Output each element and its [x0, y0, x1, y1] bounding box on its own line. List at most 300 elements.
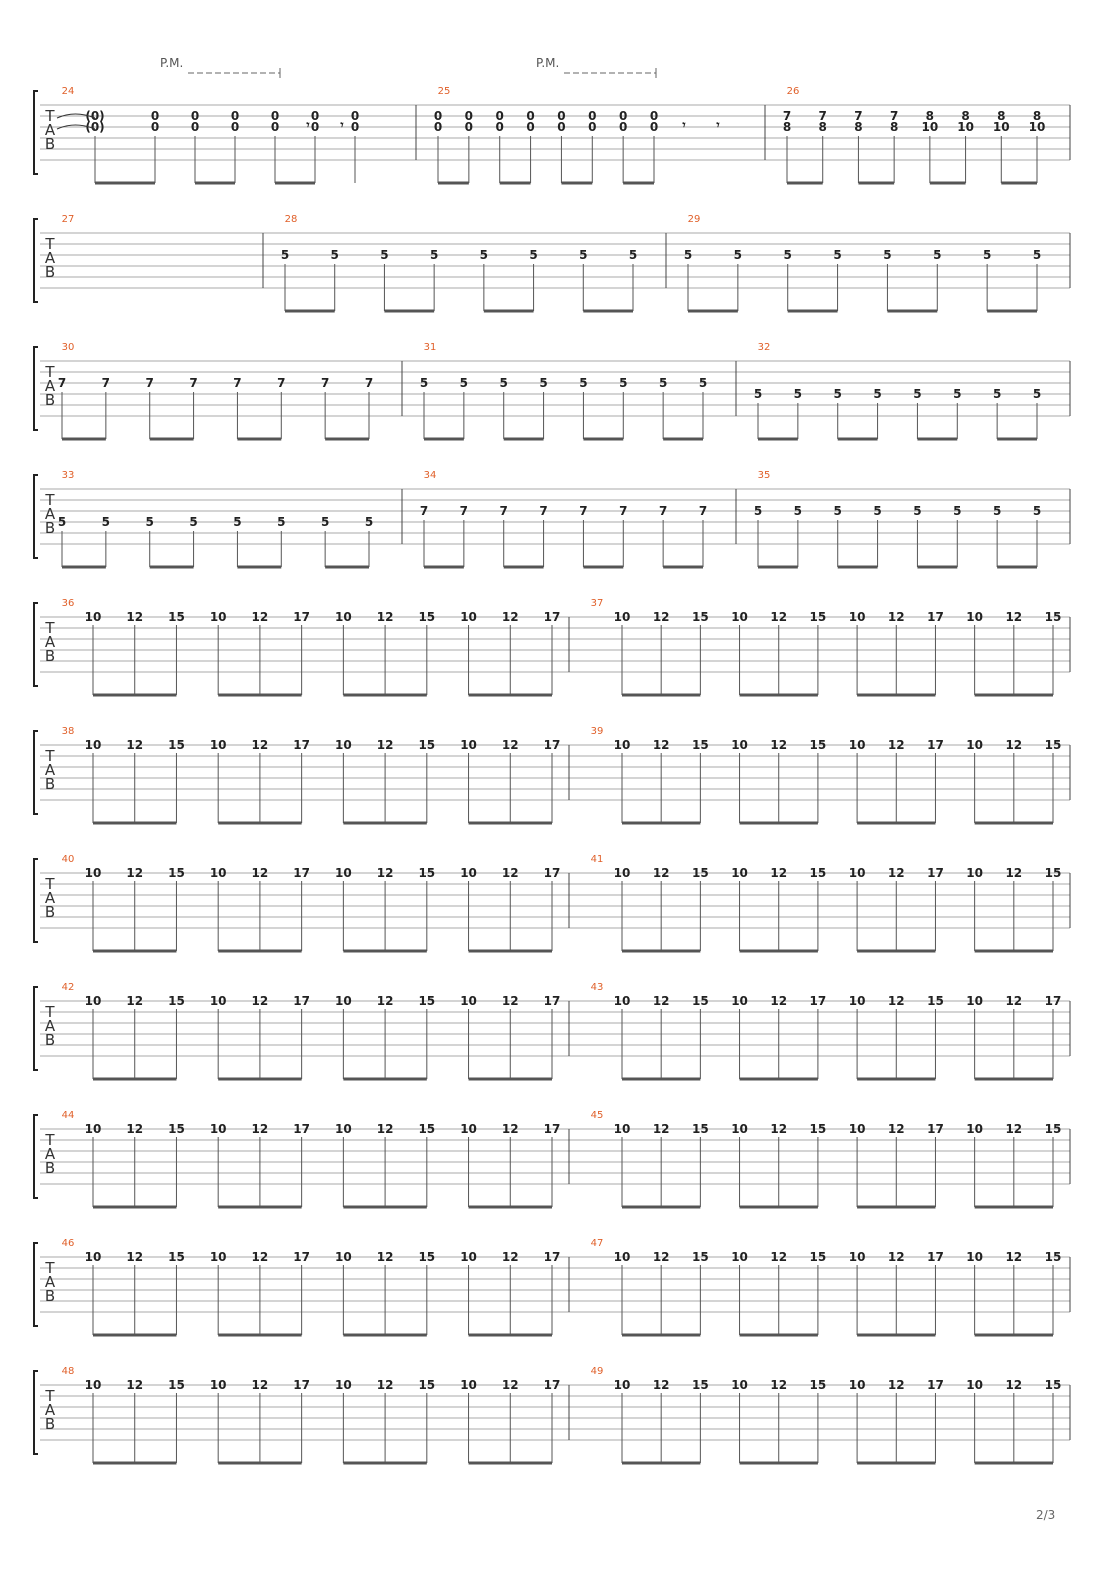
- fret-number: 10: [848, 1250, 866, 1264]
- fret-number: 10: [966, 738, 983, 752]
- fret-number: 17: [927, 1378, 944, 1392]
- fret-number: 15: [418, 1378, 436, 1392]
- measure-number: 44: [61, 1110, 75, 1121]
- fret-number: 10: [460, 866, 477, 880]
- fret-number: 5: [753, 387, 763, 401]
- fret-number: 10: [460, 1378, 477, 1392]
- fret-number: 7: [854, 109, 863, 123]
- fret-number: 0: [190, 120, 200, 134]
- tab-clef-letter: A: [44, 761, 56, 779]
- fret-number: 17: [927, 738, 944, 752]
- tab-clef-letter: B: [44, 903, 56, 921]
- fret-number: 5: [619, 376, 628, 390]
- measure-number: 45: [590, 1110, 604, 1121]
- measure-number: 40: [61, 854, 75, 865]
- fret-number: 12: [887, 1250, 905, 1264]
- fret-number: 5: [1032, 387, 1042, 401]
- fret-number: 8: [961, 109, 970, 123]
- fret-number: 10: [460, 610, 477, 624]
- fret-number: 7: [189, 376, 198, 390]
- fret-number: 10: [613, 994, 631, 1008]
- fret-number: 15: [809, 1378, 827, 1392]
- fret-number: 17: [293, 738, 310, 752]
- fret-number: 15: [1044, 738, 1062, 752]
- fret-number: 0: [433, 120, 443, 134]
- fret-number: 7: [658, 504, 668, 518]
- fret-number: 15: [1044, 610, 1062, 624]
- fret-number: 12: [1005, 1122, 1023, 1136]
- fret-number: 17: [543, 1378, 561, 1392]
- fret-number: 15: [168, 866, 185, 880]
- fret-number: 10: [335, 610, 352, 624]
- fret-number: 0: [230, 120, 240, 134]
- system-bracket: [34, 603, 38, 686]
- fret-number: 5: [499, 376, 508, 390]
- measure-number: 49: [590, 1366, 604, 1377]
- eighth-rest: 𝄾: [716, 118, 720, 132]
- fret-number: 10: [209, 738, 227, 752]
- system-bracket: [34, 1371, 38, 1454]
- tab-clef-letter: B: [44, 519, 56, 537]
- fret-number: 7: [619, 504, 628, 518]
- fret-number: 10: [613, 610, 631, 624]
- fret-number: 0: [230, 109, 240, 123]
- fret-number: 12: [501, 866, 519, 880]
- fret-number: 15: [1044, 1378, 1062, 1392]
- fret-number: 0: [350, 120, 360, 134]
- fret-number: 7: [889, 109, 899, 123]
- fret-number: 12: [126, 1378, 144, 1392]
- fret-number: 0: [464, 109, 474, 123]
- tab-clef-letter: B: [44, 1031, 56, 1049]
- fret-number: 0: [350, 109, 360, 123]
- fret-number: 15: [1044, 1122, 1062, 1136]
- fret-number: 15: [168, 994, 185, 1008]
- fret-number: 10: [848, 1378, 866, 1392]
- fret-number: 10: [966, 1122, 983, 1136]
- tab-clef-letter: A: [44, 889, 56, 907]
- fret-number: 7: [101, 376, 111, 390]
- fret-number: 5: [233, 515, 242, 529]
- measure-number: 27: [61, 214, 75, 225]
- measure-number: 46: [61, 1238, 75, 1249]
- measure-number: 25: [437, 86, 451, 97]
- fret-number: 10: [84, 1250, 102, 1264]
- fret-number: 7: [320, 376, 330, 390]
- fret-number: 0: [618, 120, 628, 134]
- fret-number: 12: [376, 866, 394, 880]
- fret-number: 5: [1032, 504, 1042, 518]
- fret-number: 5: [419, 376, 429, 390]
- fret-number: 12: [376, 994, 394, 1008]
- measure-number: 43: [590, 982, 604, 993]
- fret-number: 0: [310, 120, 320, 134]
- fret-number: 5: [364, 515, 374, 529]
- measure-number: 31: [423, 342, 437, 353]
- fret-number: 12: [887, 866, 905, 880]
- fret-number: 8: [782, 120, 792, 134]
- fret-number: 10: [613, 1122, 631, 1136]
- fret-number: 10: [848, 610, 866, 624]
- fret-number: 5: [698, 376, 708, 390]
- fret-number: 5: [793, 504, 803, 518]
- system-bracket: [34, 347, 38, 430]
- fret-number: 5: [459, 376, 469, 390]
- fret-number: 5: [793, 387, 803, 401]
- fret-number: 10: [992, 120, 1010, 134]
- fret-number: 15: [1044, 1250, 1062, 1264]
- fret-number: 12: [126, 610, 144, 624]
- fret-number: 7: [698, 504, 708, 518]
- tab-clef-letter: T: [45, 747, 55, 765]
- fret-number: 7: [782, 109, 792, 123]
- fret-number: 12: [501, 1378, 519, 1392]
- tab-clef-letter: A: [44, 1145, 56, 1163]
- system-bracket: [34, 1243, 38, 1326]
- page-number: 2/3: [1036, 1508, 1056, 1522]
- fret-number: 12: [770, 1378, 788, 1392]
- fret-number: 5: [330, 248, 339, 262]
- fret-number: 10: [848, 866, 866, 880]
- fret-number: 12: [126, 866, 144, 880]
- measure-number: 48: [61, 1366, 75, 1377]
- system-bracket: [34, 475, 38, 558]
- fret-number: 17: [543, 866, 561, 880]
- eighth-rest: 𝄾: [306, 118, 310, 132]
- fret-number: 5: [833, 387, 842, 401]
- fret-number: 15: [168, 1250, 185, 1264]
- fret-number: 12: [1005, 610, 1023, 624]
- fret-number: 15: [168, 610, 185, 624]
- fret-number: 7: [499, 504, 508, 518]
- fret-number: 15: [418, 994, 436, 1008]
- fret-number: 10: [966, 1250, 983, 1264]
- measure-number: 39: [590, 726, 604, 737]
- fret-number: 5: [479, 248, 489, 262]
- fret-number: 7: [539, 504, 548, 518]
- fret-number: 12: [501, 610, 519, 624]
- fret-number: 5: [883, 248, 892, 262]
- fret-number: 10: [84, 1122, 102, 1136]
- fret-number: 7: [145, 376, 154, 390]
- fret-number: 12: [251, 1378, 269, 1392]
- fret-number: 10: [84, 994, 102, 1008]
- fret-number: 5: [992, 504, 1002, 518]
- fret-number: 12: [887, 738, 905, 752]
- tab-clef-letter: A: [44, 633, 56, 651]
- fret-number: 10: [966, 994, 983, 1008]
- fret-number: 10: [731, 738, 748, 752]
- fret-number: 8: [889, 120, 899, 134]
- fret-number: 5: [683, 248, 693, 262]
- fret-number: 15: [809, 1122, 827, 1136]
- fret-number: 10: [966, 1378, 983, 1392]
- fret-number: 15: [418, 1250, 436, 1264]
- measure-number: 33: [61, 470, 75, 481]
- fret-number: 12: [251, 738, 269, 752]
- fret-number: 0: [526, 109, 535, 123]
- fret-number: 0: [557, 109, 566, 123]
- fret-number: 8: [854, 120, 863, 134]
- fret-number: 5: [579, 376, 588, 390]
- fret-number: 10: [848, 994, 866, 1008]
- fret-number: 7: [579, 504, 588, 518]
- fret-number: 5: [953, 504, 962, 518]
- fret-number: 10: [1028, 120, 1046, 134]
- measure-number: 36: [61, 598, 75, 609]
- fret-number: 12: [770, 610, 788, 624]
- fret-number: 15: [927, 994, 944, 1008]
- fret-number: 10: [335, 994, 352, 1008]
- tab-clef-letter: B: [44, 1159, 56, 1177]
- system-bracket: [34, 91, 38, 174]
- fret-number: 12: [376, 1122, 394, 1136]
- fret-number: 5: [753, 504, 763, 518]
- fret-number: 12: [652, 1122, 670, 1136]
- fret-number: (0): [85, 120, 105, 134]
- fret-number: 8: [1032, 109, 1042, 123]
- fret-number: 15: [692, 1250, 709, 1264]
- fret-number: 12: [501, 1122, 519, 1136]
- fret-number: 17: [927, 610, 944, 624]
- fret-number: 10: [731, 994, 748, 1008]
- measure-number: 30: [61, 342, 75, 353]
- fret-number: 7: [364, 376, 374, 390]
- eighth-rest: 𝄾: [682, 118, 686, 132]
- fret-number: 12: [126, 738, 144, 752]
- fret-number: 10: [613, 1250, 631, 1264]
- fret-number: 5: [628, 248, 638, 262]
- fret-number: 12: [887, 1378, 905, 1392]
- fret-number: 8: [925, 109, 935, 123]
- fret-number: 0: [270, 120, 280, 134]
- fret-number: 0: [649, 120, 659, 134]
- tab-clef-letter: T: [45, 875, 55, 893]
- measure-number: 28: [284, 214, 298, 225]
- fret-number: 5: [429, 248, 439, 262]
- fret-number: 10: [460, 994, 477, 1008]
- fret-number: 10: [957, 120, 974, 134]
- fret-number: 10: [335, 866, 352, 880]
- fret-number: 5: [873, 504, 882, 518]
- fret-number: 10: [731, 1250, 748, 1264]
- fret-number: 10: [613, 866, 631, 880]
- fret-number: 12: [770, 866, 788, 880]
- fret-number: 12: [770, 1122, 788, 1136]
- fret-number: 10: [460, 1122, 477, 1136]
- fret-number: 10: [209, 1378, 227, 1392]
- fret-number: 15: [418, 610, 436, 624]
- fret-number: 7: [57, 376, 67, 390]
- fret-number: 12: [1005, 1378, 1023, 1392]
- fret-number: 12: [1005, 866, 1023, 880]
- fret-number: 10: [209, 1250, 227, 1264]
- fret-number: 5: [280, 248, 290, 262]
- fret-number: 15: [168, 1378, 185, 1392]
- fret-number: 10: [335, 738, 352, 752]
- fret-number: 15: [692, 1122, 709, 1136]
- fret-number: 17: [1044, 994, 1062, 1008]
- fret-number: 5: [833, 248, 842, 262]
- system-bracket: [34, 859, 38, 942]
- fret-number: 10: [84, 738, 102, 752]
- fret-number: 17: [809, 994, 827, 1008]
- fret-number: 10: [613, 738, 631, 752]
- fret-number: 15: [692, 866, 709, 880]
- fret-number: 12: [126, 1250, 144, 1264]
- fret-number: 0: [526, 120, 535, 134]
- tab-clef-letter: B: [44, 391, 56, 409]
- fret-number: 17: [543, 994, 561, 1008]
- fret-number: 12: [501, 738, 519, 752]
- fret-number: 17: [293, 994, 310, 1008]
- fret-number: 12: [251, 994, 269, 1008]
- fret-number: 12: [652, 866, 670, 880]
- fret-number: 15: [168, 738, 185, 752]
- tab-clef-letter: A: [44, 377, 56, 395]
- fret-number: 15: [692, 994, 709, 1008]
- fret-number: 5: [953, 387, 962, 401]
- fret-number: 12: [652, 994, 670, 1008]
- fret-number: 12: [652, 610, 670, 624]
- tab-clef-letter: B: [44, 1415, 56, 1433]
- fret-number: 12: [652, 1378, 670, 1392]
- fret-number: 5: [189, 515, 198, 529]
- fret-number: 5: [529, 248, 538, 262]
- tab-clef-letter: T: [45, 1131, 55, 1149]
- fret-number: 17: [293, 610, 310, 624]
- fret-number: 0: [270, 109, 280, 123]
- fret-number: 5: [992, 387, 1002, 401]
- fret-number: 5: [873, 387, 882, 401]
- fret-number: 5: [57, 515, 67, 529]
- tab-clef-letter: B: [44, 135, 56, 153]
- fret-number: 0: [150, 109, 160, 123]
- measure-number: 26: [786, 86, 800, 97]
- tab-clef-letter: T: [45, 1003, 55, 1021]
- system-bracket: [34, 1115, 38, 1198]
- fret-number: 0: [310, 109, 320, 123]
- tab-clef-letter: B: [44, 647, 56, 665]
- fret-number: 10: [335, 1250, 352, 1264]
- tab-clef-letter: A: [44, 1017, 56, 1035]
- tab-clef-letter: B: [44, 263, 56, 281]
- fret-number: 7: [818, 109, 827, 123]
- fret-number: 12: [652, 738, 670, 752]
- fret-number: 15: [418, 738, 436, 752]
- fret-number: 10: [335, 1378, 352, 1392]
- fret-number: 5: [579, 248, 588, 262]
- measure-number: 47: [590, 1238, 604, 1249]
- fret-number: 12: [1005, 1250, 1023, 1264]
- tab-clef-letter: T: [45, 363, 55, 381]
- fret-number: 10: [921, 120, 939, 134]
- tab-clef-letter: T: [45, 1387, 55, 1405]
- fret-number: 10: [84, 610, 102, 624]
- tab-clef-letter: B: [44, 775, 56, 793]
- fret-number: 10: [209, 1122, 227, 1136]
- fret-number: 12: [376, 1250, 394, 1264]
- fret-number: 5: [380, 248, 389, 262]
- fret-number: 10: [966, 866, 983, 880]
- fret-number: 15: [692, 610, 709, 624]
- tab-clef-letter: T: [45, 1259, 55, 1277]
- fret-number: 12: [251, 1250, 269, 1264]
- measure-number: 37: [590, 598, 604, 609]
- fret-number: 10: [84, 866, 102, 880]
- fret-number: 10: [731, 610, 748, 624]
- fret-number: 17: [293, 1378, 310, 1392]
- fret-number: 0: [618, 109, 628, 123]
- fret-number: 17: [293, 1122, 310, 1136]
- tab-clef-letter: A: [44, 121, 56, 139]
- fret-number: 0: [588, 109, 597, 123]
- fret-number: 5: [733, 248, 743, 262]
- fret-number: 12: [1005, 738, 1023, 752]
- fret-number: 0: [495, 120, 504, 134]
- fret-number: 10: [209, 610, 227, 624]
- fret-number: 5: [539, 376, 548, 390]
- measure-number: 35: [757, 470, 771, 481]
- system-bracket: [34, 731, 38, 814]
- fret-number: 5: [320, 515, 330, 529]
- fret-number: 5: [277, 515, 286, 529]
- fret-number: 12: [887, 610, 905, 624]
- fret-number: 10: [731, 1122, 748, 1136]
- fret-number: 12: [770, 738, 788, 752]
- fret-number: 17: [927, 1122, 944, 1136]
- fret-number: 0: [433, 109, 443, 123]
- fret-number: 7: [233, 376, 242, 390]
- fret-number: 10: [460, 738, 477, 752]
- fret-number: 8: [997, 109, 1006, 123]
- fret-number: 15: [168, 1122, 185, 1136]
- fret-number: 5: [783, 248, 792, 262]
- measure-number: 32: [757, 342, 771, 353]
- fret-number: 12: [376, 610, 394, 624]
- fret-number: 17: [927, 866, 944, 880]
- fret-number: 15: [809, 866, 827, 880]
- fret-number: 12: [887, 1122, 905, 1136]
- fret-number: 0: [495, 109, 504, 123]
- tab-clef-letter: T: [45, 107, 55, 125]
- fret-number: 5: [101, 515, 111, 529]
- fret-number: 0: [588, 120, 597, 134]
- tab-clef-letter: A: [44, 1401, 56, 1419]
- fret-number: 5: [833, 504, 842, 518]
- fret-number: 5: [1032, 248, 1042, 262]
- fret-number: 12: [887, 994, 905, 1008]
- fret-number: 10: [848, 1122, 866, 1136]
- fret-number: 12: [251, 866, 269, 880]
- fret-number: 5: [982, 248, 992, 262]
- fret-number: 5: [913, 504, 922, 518]
- fret-number: 0: [464, 120, 474, 134]
- system-bracket: [34, 219, 38, 302]
- fret-number: 10: [848, 738, 866, 752]
- fret-number: 17: [543, 610, 561, 624]
- fret-number: 10: [209, 994, 227, 1008]
- fret-number: 12: [376, 1378, 394, 1392]
- fret-number: 15: [809, 610, 827, 624]
- fret-number: 8: [818, 120, 827, 134]
- measure-number: 38: [61, 726, 75, 737]
- tab-clef-letter: A: [44, 249, 56, 267]
- fret-number: 12: [251, 1122, 269, 1136]
- tab-clef-letter: A: [44, 505, 56, 523]
- fret-number: 17: [293, 866, 310, 880]
- tab-clef-letter: A: [44, 1273, 56, 1291]
